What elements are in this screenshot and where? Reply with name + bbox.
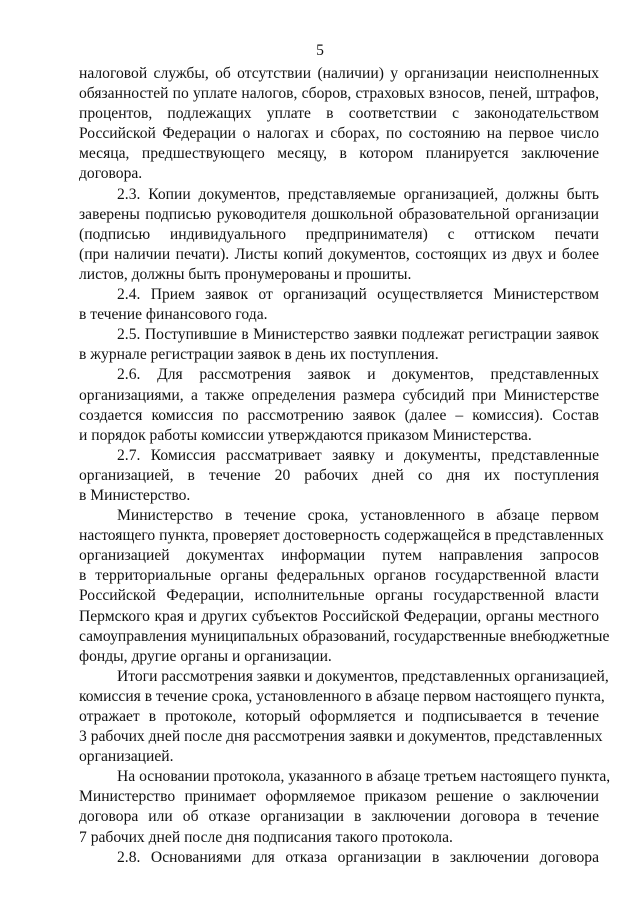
text-line: настоящего пункта, проверяет достоверность содержащейся в представленных [79, 527, 604, 545]
text-line: и порядок работы комиссии утверждаются приказом Министерства. [79, 426, 532, 444]
text-line: Министерство в течение срока, установленного в абзаце первом [117, 507, 599, 525]
text-line: 7 рабочих дней после дня подписания такого протокола. [79, 828, 453, 846]
text-line: месяца, предшествующего месяцу, в котором планируется заключение [79, 145, 599, 163]
text-line: фонды, другие органы и организации. [79, 647, 332, 665]
text-line: в журнале регистрации заявок в день их поступления. [79, 346, 439, 364]
text-line: Российской Федерации, исполнительные органы государственной власти [79, 587, 599, 605]
text-line: организациями, а также определения размера субсидий при Министерстве [79, 386, 599, 404]
text-line: (при наличии печати). Листы копий документов, состоящих из двух и более [79, 245, 599, 263]
text-line: процентов, подлежащих уплате в соответствии с законодательством [79, 105, 599, 123]
text-line: Российской Федерации о налогах и сборах, по состоянию на первое число [79, 125, 599, 143]
text-line: создается комиссия по рассмотрению заявок (далее – комиссия). Состав [79, 406, 599, 424]
page-number: 5 [316, 42, 324, 59]
text-line: Министерство принимает оформляемое приказом решение о заключении [79, 788, 599, 806]
text-line: 2.7. Комиссия рассматривает заявку и документы, представленные [117, 446, 599, 464]
text-line: налоговой службы, об отсутствии (наличии) у организации неисполненных [79, 65, 599, 82]
text-line: заверены подписью руководителя дошкольной образовательной организации [79, 205, 599, 223]
text-line: Пермского края и других субъектов Российской Федерации, органы местного [79, 607, 599, 625]
text-line: организацией, в течение 20 рабочих дней со дня их поступления [79, 466, 599, 484]
text-line: отражает в протоколе, который оформляется и подписывается в течение [79, 708, 599, 725]
text-line: договора или об отказе организации в заключении договора в течение [79, 808, 599, 826]
text-line: Итоги рассмотрения заявки и документов, представленных организацией, [117, 667, 609, 685]
text-line: 2.3. Копии документов, представляемые организацией, должны быть [117, 185, 599, 203]
text-line: 2.6. Для рассмотрения заявок и документов, представленных [117, 366, 599, 384]
text-line: комиссия в течение срока, установленного в абзаце первом настоящего пункта, [79, 687, 605, 705]
text-line: самоуправления муниципальных образований, государственные внебюджетные [79, 627, 610, 645]
text-line: в Министерство. [79, 486, 191, 504]
text-line: в течение финансового года. [79, 306, 268, 324]
text-line: обязанностей по уплате налогов, сборов, страховых взносов, пеней, штрафов, [79, 85, 599, 103]
document-body [79, 64, 611, 868]
text-line: договора. [79, 165, 143, 183]
text-line: (подписью индивидуального предпринимателя) с оттиском печати [79, 225, 599, 243]
text-line: организацией документах информации путем направления запросов [79, 547, 599, 565]
text-line: 2.4. Прием заявок от организаций осуществляется Министерством [117, 286, 599, 304]
text-line: в территориальные органы федеральных органов государственной власти [79, 567, 599, 585]
text-line: На основании протокола, указанного в абзаце третьем настоящего пункта, [117, 768, 611, 786]
text-line: 2.5. Поступившие в Министерство заявки подлежат регистрации заявок [117, 326, 599, 344]
text-line: листов, должны быть пронумерованы и прошиты. [79, 265, 412, 283]
text-line: 2.8. Основаниями для отказа организации в заключении договора [117, 848, 599, 866]
text-line: 3 рабочих дней после дня рассмотрения заявки и документов, представленных [79, 728, 603, 746]
text-line: организацией. [79, 748, 174, 766]
